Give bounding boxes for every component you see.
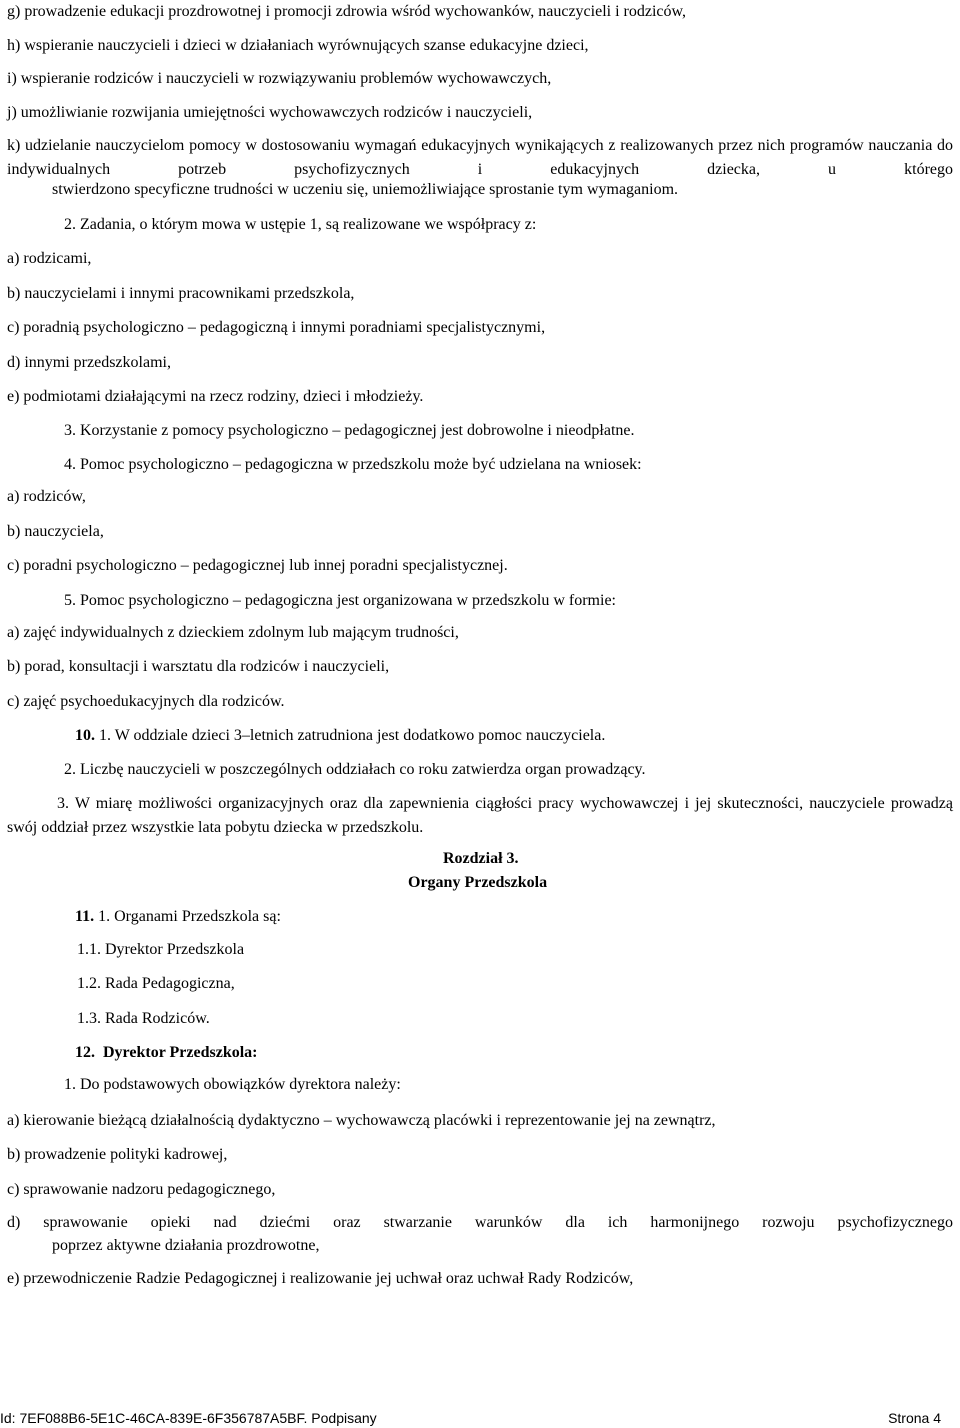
list-item: e) podmiotami działającymi na rzecz rodziny, dzieci i młodzieży. — [7, 388, 424, 405]
item-k-line-3: stwierdzono specyficzne trudności w uczeniu się, uniemożliwiające sprostanie tym wymaganiom. — [52, 181, 679, 198]
section-10-p3 — [7, 792, 953, 840]
list-item: d) innymi przedszkolami, — [7, 354, 171, 371]
section-12-heading: 12. Dyrektor Przedszkola: — [75, 1044, 258, 1061]
list-item: h) wspieranie nauczycieli i dzieci w działaniach wyrównujących szanse edukacyjne dzieci, — [7, 37, 589, 54]
chapter-number: Rozdział 3. — [443, 850, 519, 867]
list-item: a) rodzicami, — [7, 250, 92, 267]
section-number: 11. — [75, 908, 95, 925]
list-item: b) prowadzenie polityki kadrowej, — [7, 1146, 228, 1163]
section-10-p1: 1. W oddziale dzieci 3–letnich zatrudniona jest dodatkowo pomoc nauczyciela. — [99, 727, 606, 744]
list-item: c) zajęć psychoedukacyjnych dla rodziców. — [7, 693, 285, 710]
section-11-heading — [75, 907, 281, 927]
section-10-p3-line-1: 3. W miarę możliwości organizacyjnych oraz dla zapewnienia ciągłości pracy wychowawczej i jej — [57, 795, 712, 812]
section-10-p2: 2. Liczbę nauczycieli w poszczególnych oddziałach co roku zatwierdza organ prowadzący. — [64, 761, 646, 778]
chapter-title: Organy Przedszkola — [408, 874, 548, 891]
paragraph-5-intro: 5. Pomoc psychologiczno – pedagogiczna jest organizowana w przedszkolu w formie: — [64, 592, 616, 609]
item-d-line-1: d) sprawowanie opieki nad dziećmi oraz stwarzanie warunków dla ich harmonijnego rozwoju psychofizycznego — [7, 1214, 953, 1231]
item-k-line-1: k) udzielanie nauczycielom pomocy w dostosowaniu wymagań edukacyjnych wynikających z realizowanych przez — [7, 137, 753, 154]
list-item: a) kierowanie bieżącą działalnością dydaktyczno – wychowawczą placówki i reprezentowanie jej na zewnątrz, — [7, 1112, 716, 1129]
document-id: Id: 7EF088B6-5E1C-46CA-839E-6F356787A5BF. Podpisany — [0, 1410, 377, 1426]
list-item: c) poradnią psychologiczno – pedagogiczną i innymi poradniami specjalistycznymi, — [7, 319, 546, 336]
item-k-line-2: nich programów nauczania do indywidualnych potrzeb psychofizycznych i edukacyjnych dziecka, u którego — [7, 137, 954, 178]
section-10-p3-line-2: skuteczności, nauczyciele prowadzą swój oddział przez wszystkie lata pobytu dziecka w przedszkolu. — [7, 795, 954, 836]
list-item: b) nauczycielami i innymi pracownikami przedszkola, — [7, 285, 355, 302]
page-number: Strona 4 — [888, 1410, 941, 1426]
list-item: g) prowadzenie edukacji prozdrowotnej i promocji zdrowia wśród wychowanków, nauczycieli i rodziców, — [7, 3, 687, 20]
list-item: j) umożliwianie rozwijania umiejętności wychowawczych rodziców i nauczycieli, — [7, 104, 533, 121]
list-item: e) przewodniczenie Radzie Pedagogicznej i realizowanie jej uchwał oraz uchwał Rady Rodziców, — [7, 1270, 634, 1287]
paragraph-2-intro: 2. Zadania, o którym mowa w ustępie 1, są realizowane we współpracy z: — [64, 216, 537, 233]
section-11-intro: 1. Organami Przedszkola są: — [98, 908, 281, 925]
paragraph-4-intro: 4. Pomoc psychologiczno – pedagogiczna w przedszkolu może być udzielana na wniosek: — [64, 456, 642, 473]
section-10-heading — [75, 726, 605, 746]
list-item: a) zajęć indywidualnych z dzieckiem zdolnym lub mającym trudności, — [7, 624, 459, 641]
paragraph-3: 3. Korzystanie z pomocy psychologiczno – pedagogicznej jest dobrowolne i nieodpłatne. — [64, 422, 635, 439]
list-item: i) wspieranie rodziców i nauczycieli w rozwiązywaniu problemów wychowawczych, — [7, 70, 552, 87]
list-item: 1.3. Rada Rodziców. — [77, 1010, 210, 1027]
list-item: b) porad, konsultacji i warsztatu dla rodziców i nauczycieli, — [7, 658, 390, 675]
list-item: 1.2. Rada Pedagogiczna, — [77, 975, 235, 992]
item-d-line-2: poprzez aktywne działania prozdrowotne, — [52, 1237, 320, 1254]
list-item: 1.1. Dyrektor Przedszkola — [77, 941, 245, 958]
section-12-p1: 1. Do podstawowych obowiązków dyrektora należy: — [64, 1076, 401, 1093]
list-item: c) sprawowanie nadzoru pedagogicznego, — [7, 1181, 276, 1198]
list-item: c) poradni psychologiczno – pedagogicznej lub innej poradni specjalistycznej. — [7, 557, 508, 574]
section-number: 10. — [75, 727, 95, 744]
list-item: b) nauczyciela, — [7, 523, 104, 540]
page-footer — [0, 1408, 953, 1428]
list-item: a) rodziców, — [7, 488, 86, 505]
